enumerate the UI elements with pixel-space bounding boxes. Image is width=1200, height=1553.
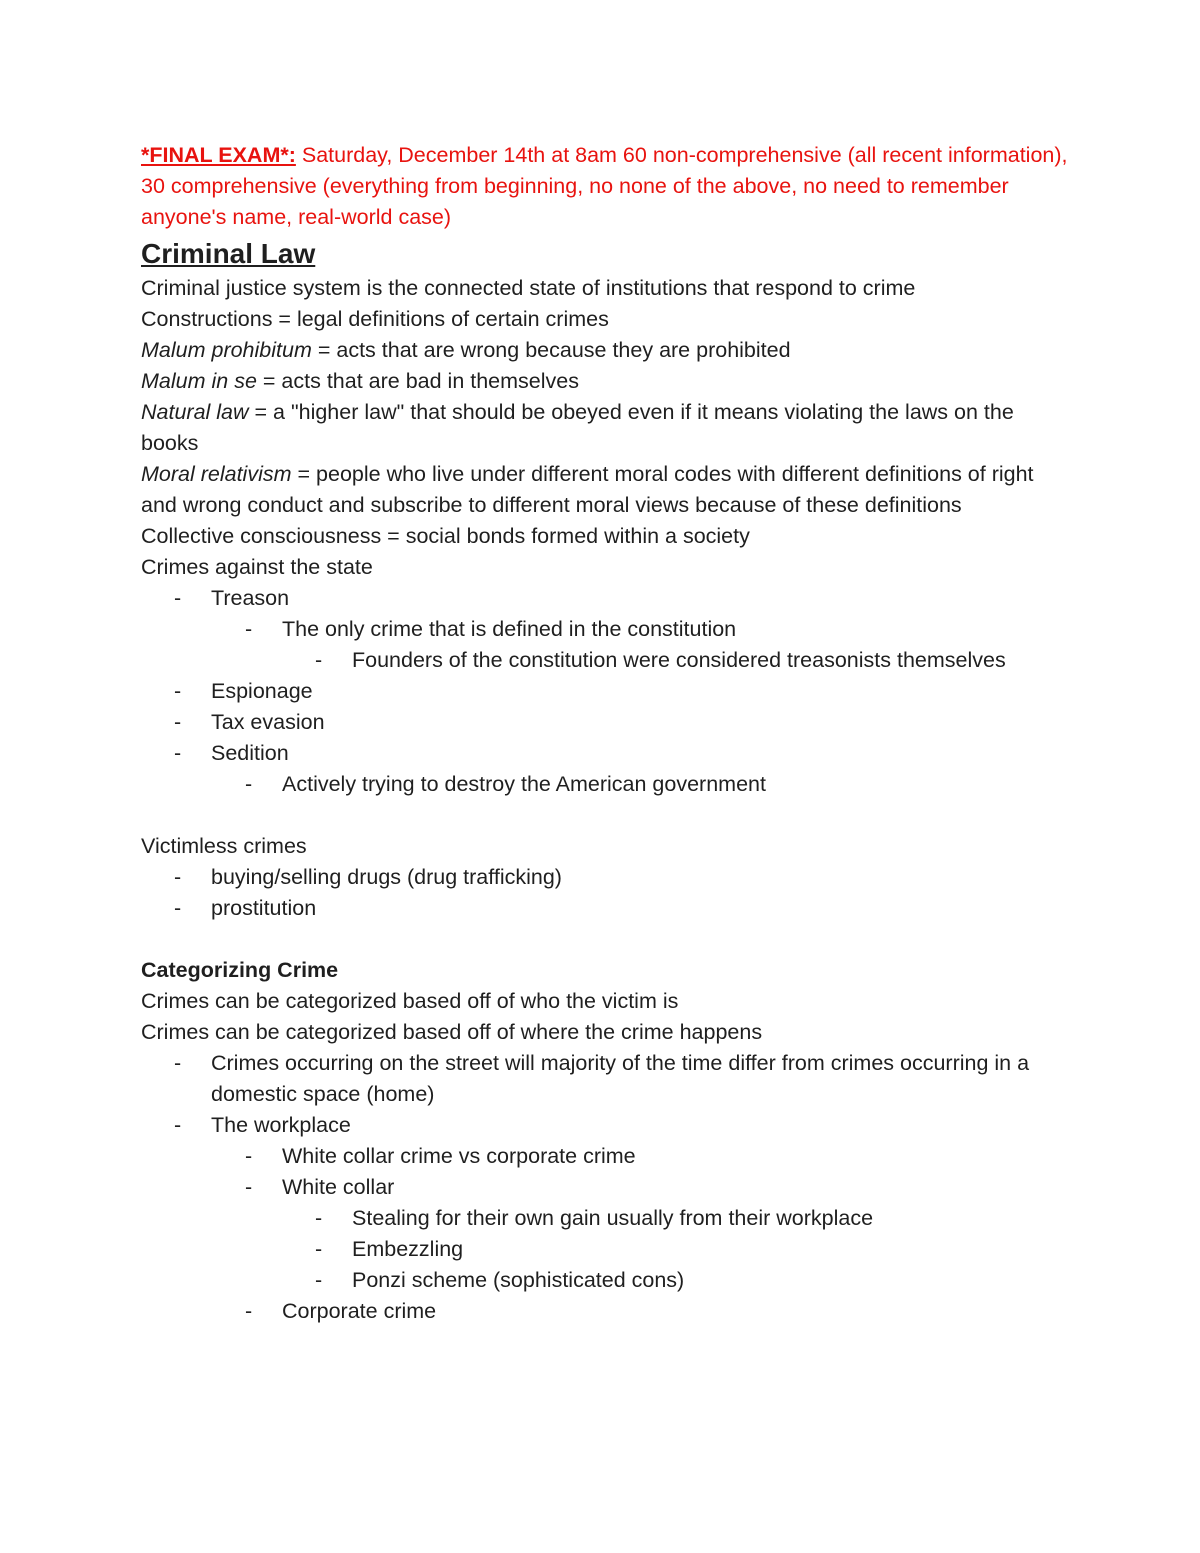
page-title: Criminal Law — [141, 238, 316, 269]
bullet-dash: - — [174, 586, 182, 610]
categorized-by-place: Crimes can be categorized based off of where the crime happens — [141, 1020, 763, 1044]
constructions-definition: Constructions = legal definitions of certain crimes — [141, 307, 609, 331]
list-item-text: Founders of the constitution were considered treasonists themselves — [352, 648, 1006, 672]
list-item-text: The workplace — [211, 1113, 351, 1137]
bullet-dash: - — [245, 617, 253, 641]
moral-relativism-definition — [141, 459, 1071, 521]
malum-prohibitum-term: Malum prohibitum — [141, 338, 312, 362]
list-item-wc-vs-corporate — [141, 1141, 1071, 1172]
list-item-sedition-detail — [141, 769, 1071, 800]
natural-law-definition — [141, 397, 1071, 459]
bullet-dash: - — [315, 1237, 323, 1261]
bullet-dash: - — [245, 772, 253, 796]
blank-line — [141, 800, 1071, 831]
list-item-text: prostitution — [211, 896, 317, 920]
list-item-espionage — [141, 676, 1071, 707]
categorized-by-victim: Crimes can be categorized based off of who the victim is — [141, 989, 679, 1013]
bullet-dash: - — [245, 1144, 253, 1168]
list-item-treason — [141, 583, 1071, 614]
crimes-against-state-label: Crimes against the state — [141, 555, 373, 579]
bullet-dash: - — [174, 896, 182, 920]
list-item-stealing — [141, 1203, 1071, 1234]
list-item-text: Stealing for their own gain usually from their workplace — [352, 1206, 874, 1230]
malum-in-se-definition — [141, 366, 1071, 397]
bullet-dash: - — [245, 1175, 253, 1199]
moral-relativism-text: = people who live under different moral codes with different definitions of right and wrong conduct and subscribe to different moral views because of these definitions — [141, 462, 1034, 517]
natural-law-text: = a "higher law" that should be obeyed even if it means violating the laws on the books — [141, 400, 1014, 455]
bullet-dash: - — [174, 710, 182, 734]
cjs-definition: Criminal justice system is the connected state of institutions that respond to crime — [141, 276, 916, 300]
bullet-dash: - — [174, 865, 182, 889]
blank-line — [141, 924, 1071, 955]
list-item-text: White collar — [282, 1175, 395, 1199]
collective-consciousness-definition: Collective consciousness = social bonds formed within a society — [141, 524, 750, 548]
list-item-text: Corporate crime — [282, 1299, 437, 1323]
list-item-embezzling — [141, 1234, 1071, 1265]
list-item-corporate-crime — [141, 1296, 1071, 1327]
list-item-text: Treason — [211, 586, 290, 610]
final-exam-label: *FINAL EXAM*: — [141, 143, 296, 167]
list-item-workplace — [141, 1110, 1071, 1141]
list-item-text: Sedition — [211, 741, 289, 765]
malum-prohibitum-text: = acts that are wrong because they are prohibited — [311, 338, 791, 362]
bullet-dash: - — [174, 679, 182, 703]
bullet-dash: - — [315, 1268, 323, 1292]
list-item-text: Actively trying to destroy the American government — [282, 772, 766, 796]
list-item-white-collar — [141, 1172, 1071, 1203]
natural-law-term: Natural law — [141, 400, 249, 424]
list-item-text: White collar crime vs corporate crime — [282, 1144, 636, 1168]
list-item-tax-evasion — [141, 707, 1071, 738]
list-item-treason-founders — [141, 645, 1071, 676]
bullet-dash: - — [315, 648, 323, 672]
bullet-dash: - — [174, 1113, 182, 1137]
bullet-dash: - — [174, 741, 182, 765]
list-item-text: Espionage — [211, 679, 313, 703]
final-exam-notice — [141, 140, 1071, 233]
list-item-prostitution — [141, 893, 1071, 924]
list-item-street-vs-home — [141, 1048, 1071, 1110]
malum-in-se-term: Malum in se — [141, 369, 257, 393]
section-heading-categorizing-crime: Categorizing Crime — [141, 958, 339, 982]
list-item-text: buying/selling drugs (drug trafficking) — [211, 865, 562, 889]
bullet-dash: - — [245, 1299, 253, 1323]
list-item-text: Tax evasion — [211, 710, 325, 734]
list-item-treason-constitution — [141, 614, 1071, 645]
moral-relativism-term: Moral relativism — [141, 462, 292, 486]
list-item-ponzi — [141, 1265, 1071, 1296]
bullet-dash: - — [174, 1051, 182, 1075]
malum-prohibitum-definition — [141, 335, 1071, 366]
bullet-dash: - — [315, 1206, 323, 1230]
final-exam-details: Saturday, December 14th at 8am 60 non-comprehensive (all recent information), 30 comprehensive (everything from beginning, no none of the above, no need to remember anyone's name, real-world case) — [141, 143, 1068, 229]
list-item-sedition — [141, 738, 1071, 769]
document-page — [141, 140, 1071, 1327]
victimless-crimes-label: Victimless crimes — [141, 834, 307, 858]
malum-in-se-text: = acts that are bad in themselves — [256, 369, 579, 393]
list-item-text: Embezzling — [352, 1237, 464, 1261]
list-item-text: Ponzi scheme (sophisticated cons) — [352, 1268, 685, 1292]
list-item-text: Crimes occurring on the street will majority of the time differ from crimes occurring in a domestic space (home) — [211, 1051, 1030, 1106]
list-item-text: The only crime that is defined in the constitution — [282, 617, 737, 641]
list-item-drugs — [141, 862, 1071, 893]
